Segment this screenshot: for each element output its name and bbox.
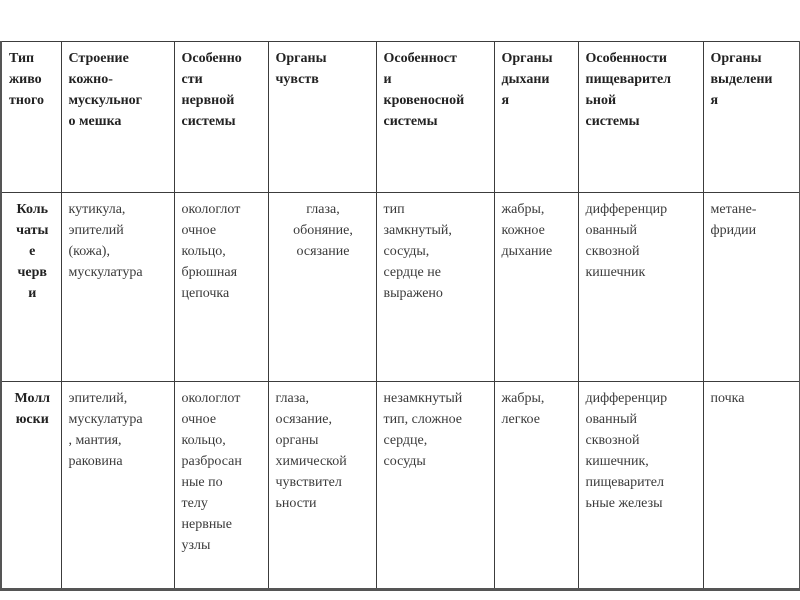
- cell-skin-muscle-sac: кутикула, эпителий (кожа), мускулатура: [61, 193, 174, 382]
- cell-excretory-organs: почка: [703, 382, 800, 590]
- row-label-annelids: Коль чаты е черв и: [1, 193, 61, 382]
- cell-circulatory-system: незамкнутый тип, сложное сердце, сосуды: [376, 382, 494, 590]
- cell-digestive-system: дифференцир ованный сквозной кишечник: [578, 193, 703, 382]
- comparison-table: [0, 41, 800, 591]
- header-circulatory-system: Особенност и кровеносной системы: [376, 42, 494, 193]
- header-animal-type: Тип живо тного: [1, 42, 61, 193]
- header-excretory-organs: Органы выделени я: [703, 42, 800, 193]
- table-row-annelids: [1, 193, 800, 382]
- cell-nervous-system: окологлот очное кольцо, брюшная цепочка: [174, 193, 268, 382]
- cell-digestive-system: дифференцир ованный сквозной кишечник, пищеварител ьные железы: [578, 382, 703, 590]
- cell-respiratory-organs: жабры, кожное дыхание: [494, 193, 578, 382]
- header-skin-muscle-sac: Строение кожно- мускульног о мешка: [61, 42, 174, 193]
- header-row: [1, 42, 800, 193]
- cell-skin-muscle-sac: эпителий, мускулатура , мантия, раковина: [61, 382, 174, 590]
- cell-excretory-organs: метане- фридии: [703, 193, 800, 382]
- row-label-mollusks: Молл юски: [1, 382, 61, 590]
- cell-nervous-system: окологлот очное кольцо, разбросан ные по телу нервные узлы: [174, 382, 268, 590]
- header-respiratory-organs: Органы дыхани я: [494, 42, 578, 193]
- header-nervous-system: Особенно сти нервной системы: [174, 42, 268, 193]
- cell-sense-organs: глаза, осязание, органы химической чувствител ьности: [268, 382, 376, 590]
- cell-sense-organs: глаза, обоняние, осязание: [268, 193, 376, 382]
- header-digestive-system: Особенности пищеварител ьной системы: [578, 42, 703, 193]
- header-sense-organs: Органы чувств: [268, 42, 376, 193]
- table-row-mollusks: [1, 382, 800, 590]
- cell-respiratory-organs: жабры, легкое: [494, 382, 578, 590]
- cell-circulatory-system: тип замкнутый, сосуды, сердце не выражено: [376, 193, 494, 382]
